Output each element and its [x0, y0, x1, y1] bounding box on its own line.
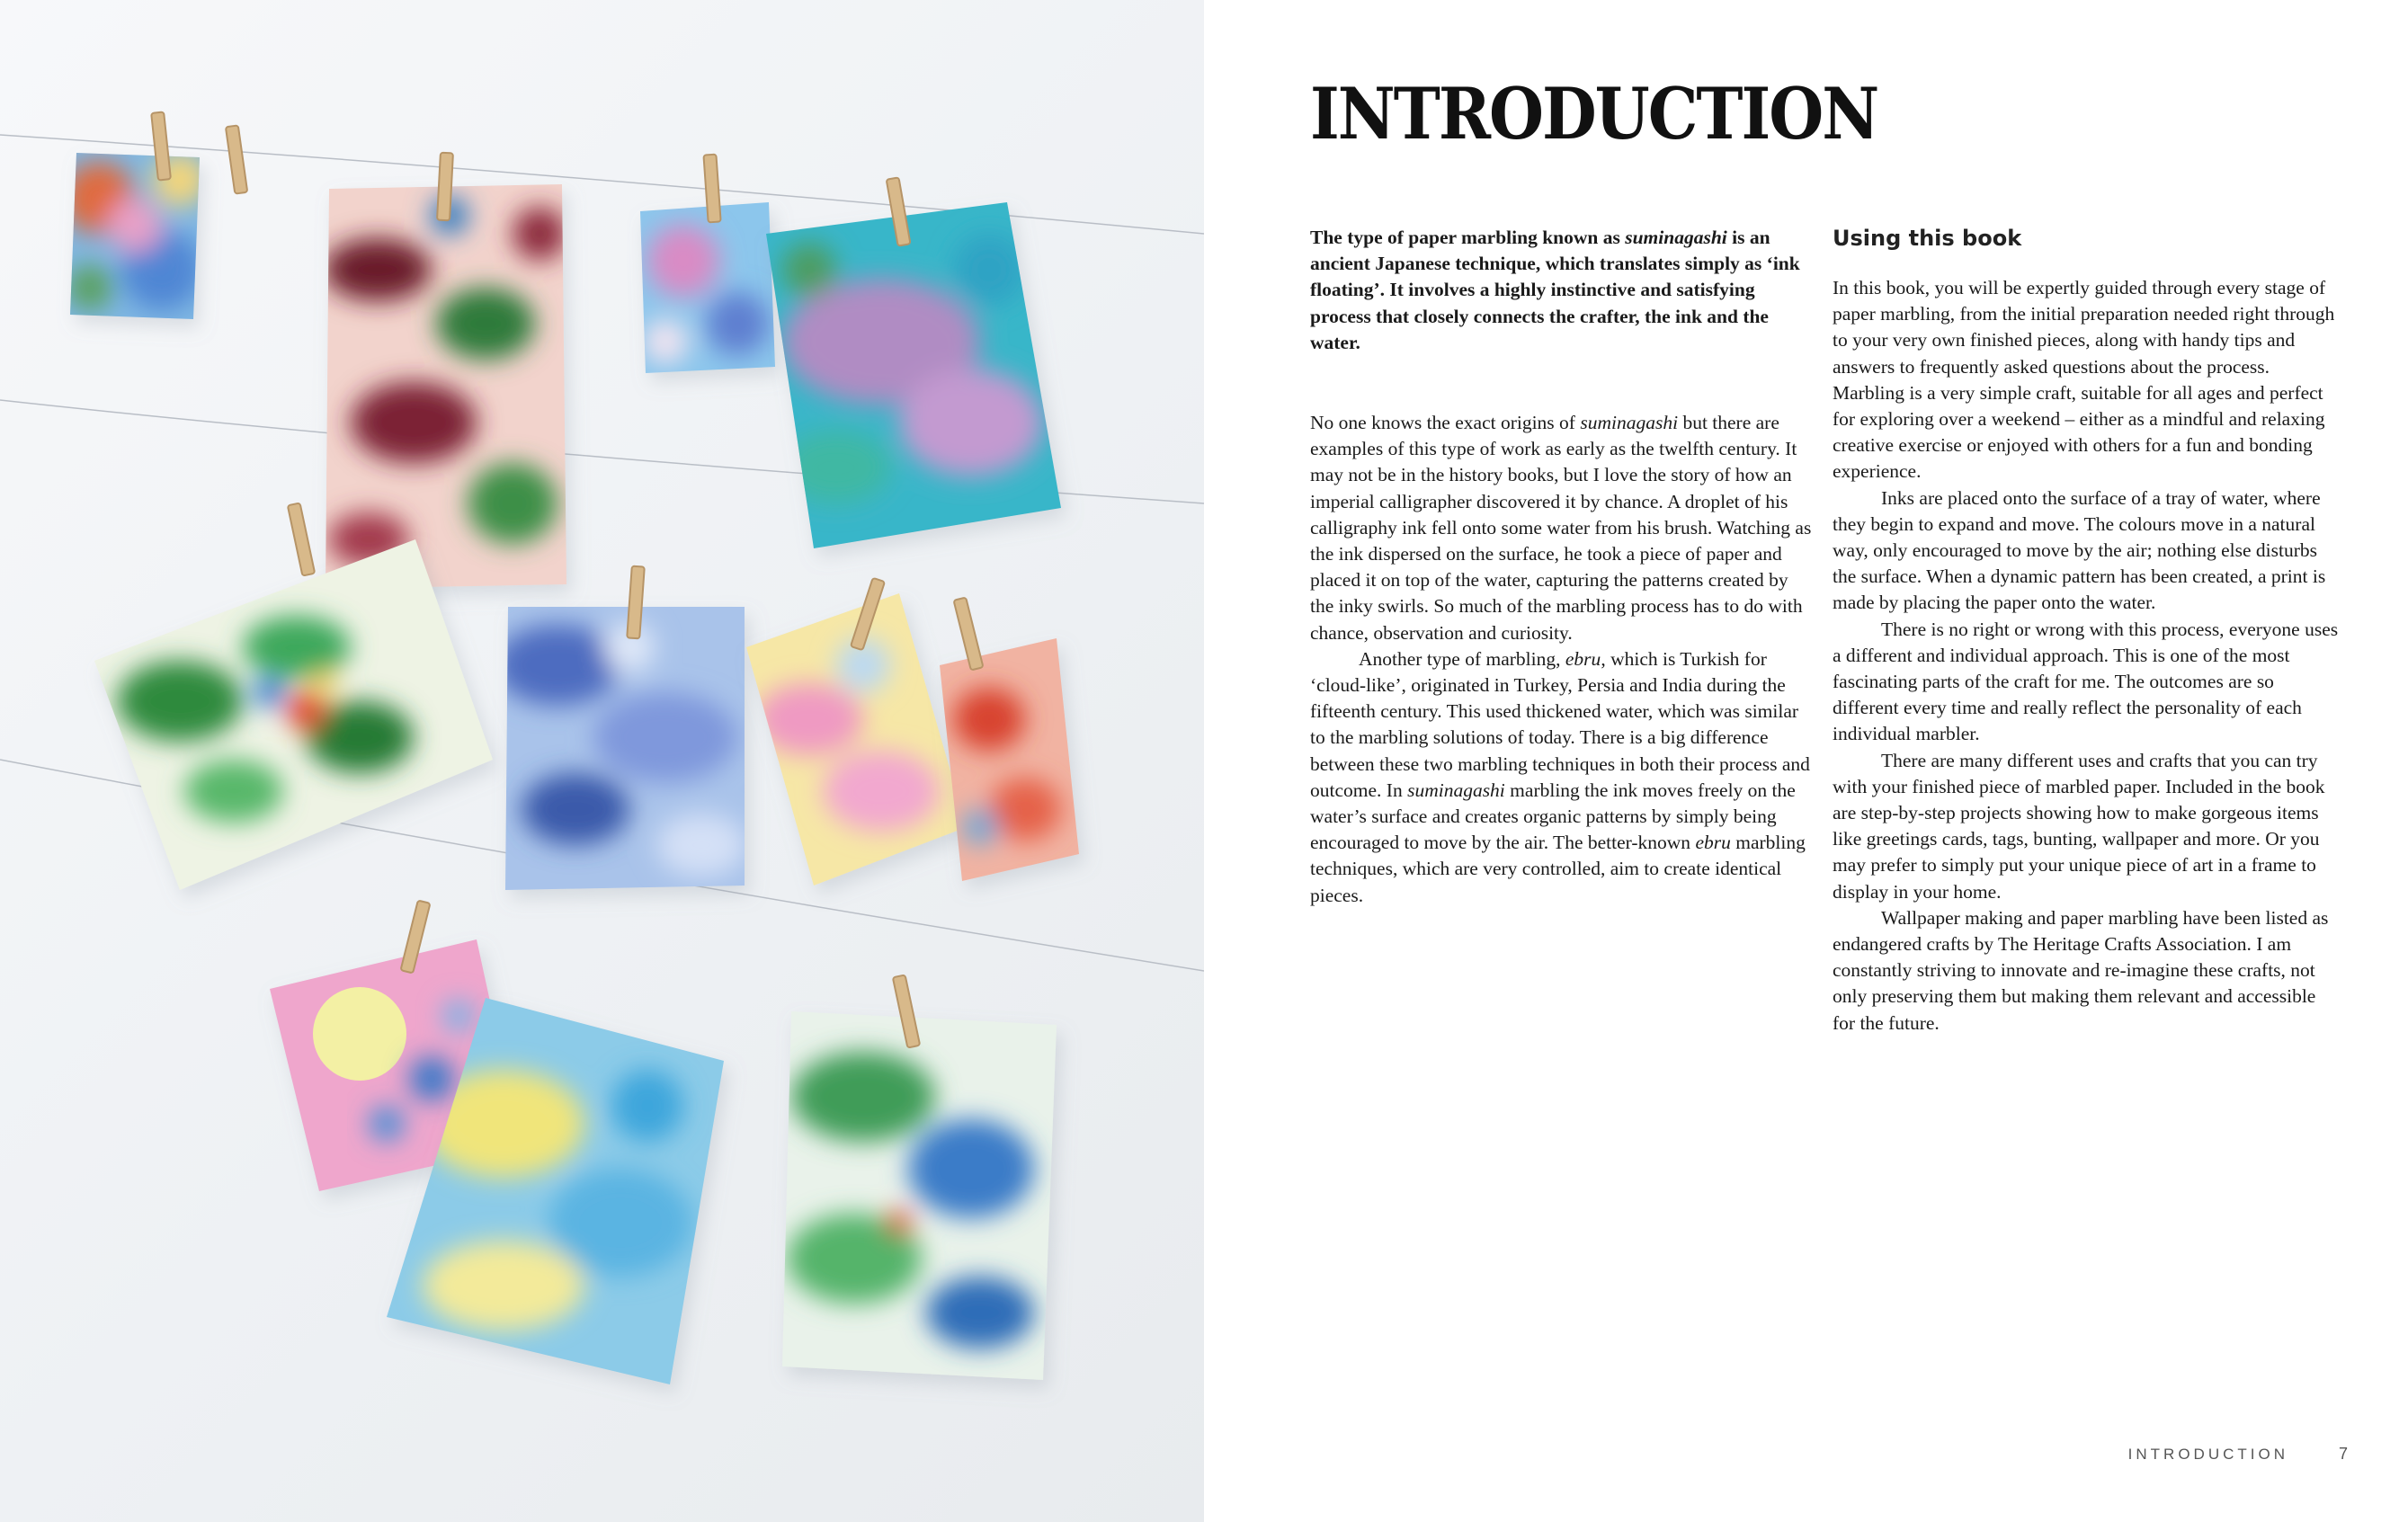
lede-italic-term: suminagashi	[1625, 227, 1727, 248]
marbled-paper	[495, 607, 746, 890]
marbled-paper	[324, 184, 566, 589]
body-paragraph	[1310, 646, 1814, 909]
body-paragraph: Wallpaper making and paper marbling have been listed as endangered crafts by The Heritage Crafts Association. I am constantly striving to innovate and re-imagine these crafts, not only preserving them but making them relevant and accessible for the future.	[1833, 906, 2329, 1034]
italic-term: ebru	[1695, 832, 1731, 854]
italic-term: ebru	[1565, 647, 1601, 670]
body-paragraph: In this book, you will be expertly guided through every stage of paper marbling, from the initial preparation needed right through to your very own finished pieces, along with handy tips and answers to frequently asked questions about the process. Marbling is a very simple craft, suitable for all ages and perfect for exploring over a weekend – either as a mindful and relaxing creative exercise or enjoyed with others for a fun and bonding experience.	[1833, 277, 2335, 483]
lede-paragraph	[1310, 225, 1814, 356]
body-paragraph: Inks are placed onto the surface of a tray of water, where they begin to expand and move. The colours move in a natural way, only encouraged to move by the air; nothing else disturbs the surface. When a dynamic pattern has been created, a print is made by placing the paper onto the water.	[1833, 486, 2326, 614]
italic-term: suminagashi	[1407, 779, 1505, 801]
body-text: marbling the ink moves freely on the water’s surface and creates organic patterns by simply being encouraged to move by the air. The better-known	[1310, 779, 1796, 854]
marbled-paper	[94, 539, 493, 890]
body-text: , which is Turkish for ‘cloud-like’, originated in Turkey, Persia and India during the fifteenth century. This used thickened water, which was similar to the marbling solutions of today. There is a big difference between these two marbling techniques in both their process and outcome. In	[1310, 647, 1810, 801]
marbled-paper	[766, 202, 1061, 548]
body-text: marbling techniques, which are very controlled, aim to create identical pieces.	[1310, 832, 1806, 906]
marbled-paper	[782, 1011, 1057, 1380]
page-number: 7	[2338, 1445, 2348, 1463]
marbled-paper	[63, 153, 207, 319]
right-column	[1833, 225, 2341, 1037]
left-column	[1310, 225, 1814, 909]
body-paragraph: There is no right or wrong with this process, everyone uses a different and individual approach. This is one of the most fascinating parts of the craft for me. The outcomes are so different every time and really reflect the personality of each individual marbler.	[1833, 618, 2339, 745]
body-text: Another type of marbling,	[1359, 647, 1565, 670]
lede-text: The type of paper marbling known as	[1310, 227, 1626, 248]
body-paragraph	[1310, 410, 1814, 646]
text-page	[1204, 0, 2408, 1522]
body-text: but there are examples of this type of work as early as the twelfth century. It may not be in the history books, but I love the story of how an imperial calligrapher discovered it by chance. A droplet of his calligraphy ink fell onto some water from his brush. Watching as the ink dispersed on the surface, he took a piece of paper and placed it on top of the water, capturing the patterns created by the inky swirls. So much of the marbling process has to do with chance, observation and curiosity.	[1310, 412, 1812, 644]
section-subheading: Using this book	[1833, 226, 2022, 251]
lede-text: is an ancient Japanese technique, which translates simply as ‘ink floating’. It involves a highly instinctive and satisfying process that closely connects the crafter, the ink and the water.	[1310, 227, 1800, 353]
body-text: No one knows the exact origins of	[1310, 412, 1581, 434]
italic-term: suminagashi	[1580, 412, 1679, 434]
running-footer	[2128, 1445, 2348, 1464]
marbled-paper	[640, 202, 775, 373]
body-paragraph: There are many different uses and crafts that you can try with your finished piece of marbled paper. Included in the book are step-by-step projects showing how to make gorgeous items like greetings cards, tags, bunting, wallpaper and more. Or you may prefer to simply put your unique piece of art in a frame to display in your home.	[1833, 749, 2325, 903]
folio-section: INTRODUCTION	[2127, 1446, 2288, 1463]
marbled-paper	[940, 638, 1079, 881]
page-title: INTRODUCTION	[1310, 72, 1878, 156]
